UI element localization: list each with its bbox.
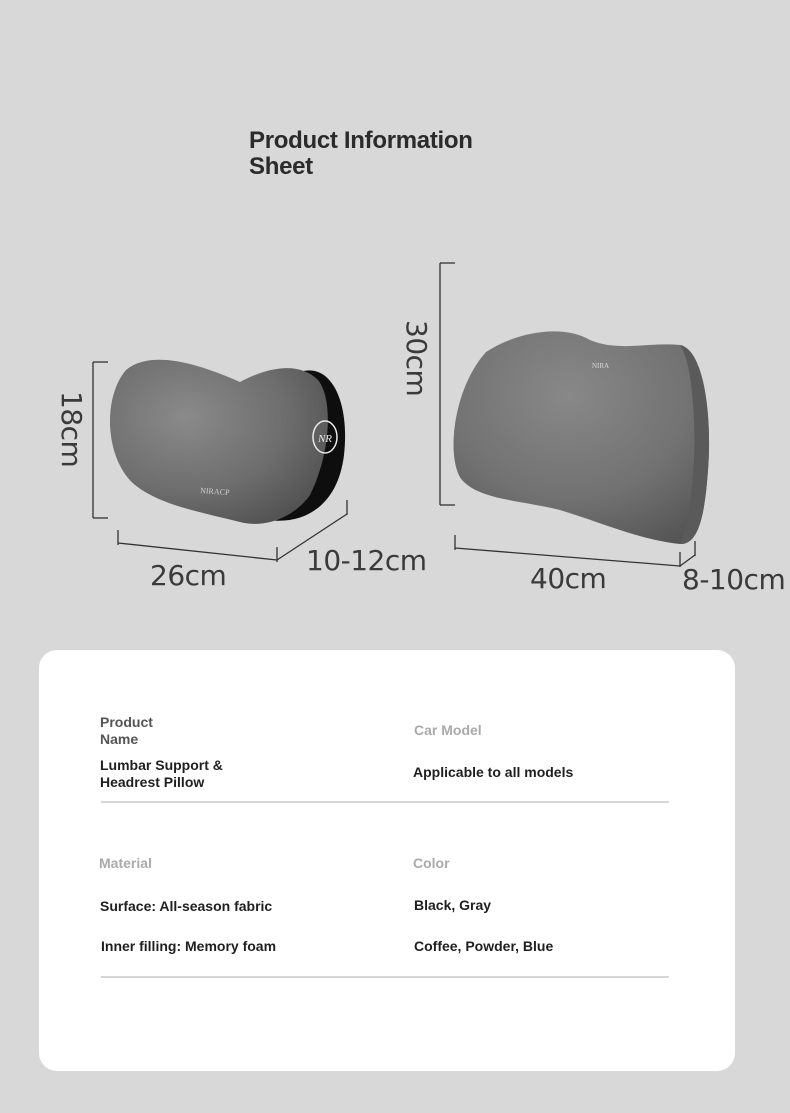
color-line-1: Black, Gray bbox=[414, 897, 492, 913]
product-name-label: Product Name bbox=[100, 714, 153, 747]
product-name-value: Lumbar Support & Headrest Pillow bbox=[100, 757, 223, 790]
headrest-brand: NIRACP bbox=[199, 486, 230, 498]
lumbar-height-label: 30cm bbox=[400, 320, 433, 397]
headrest-width-label: 26cm bbox=[150, 559, 227, 592]
lumbar-depth-label: 8-10cm bbox=[682, 563, 786, 596]
lumbar-width-label: 40cm bbox=[530, 562, 607, 595]
page-title: Product Information Sheet bbox=[249, 127, 473, 180]
headrest-pillow bbox=[110, 360, 345, 524]
car-model-value: Applicable to all models bbox=[413, 764, 574, 780]
product-info-card bbox=[39, 650, 735, 1071]
material-surface: Surface: All-season fabric bbox=[100, 898, 273, 914]
material-filling: Inner filling: Memory foam bbox=[101, 938, 277, 954]
headrest-depth-label: 10-12cm bbox=[306, 544, 427, 577]
divider bbox=[101, 976, 669, 978]
material-label: Material bbox=[99, 855, 152, 871]
lumbar-brand: NIRA bbox=[592, 362, 610, 370]
headrest-logo: NR bbox=[317, 433, 333, 445]
divider bbox=[101, 801, 669, 803]
lumbar-pillow bbox=[454, 331, 710, 544]
color-label: Color bbox=[413, 855, 450, 871]
color-line-2: Coffee, Powder, Blue bbox=[414, 938, 554, 954]
car-model-label: Car Model bbox=[414, 722, 482, 738]
headrest-height-label: 18cm bbox=[55, 391, 88, 468]
